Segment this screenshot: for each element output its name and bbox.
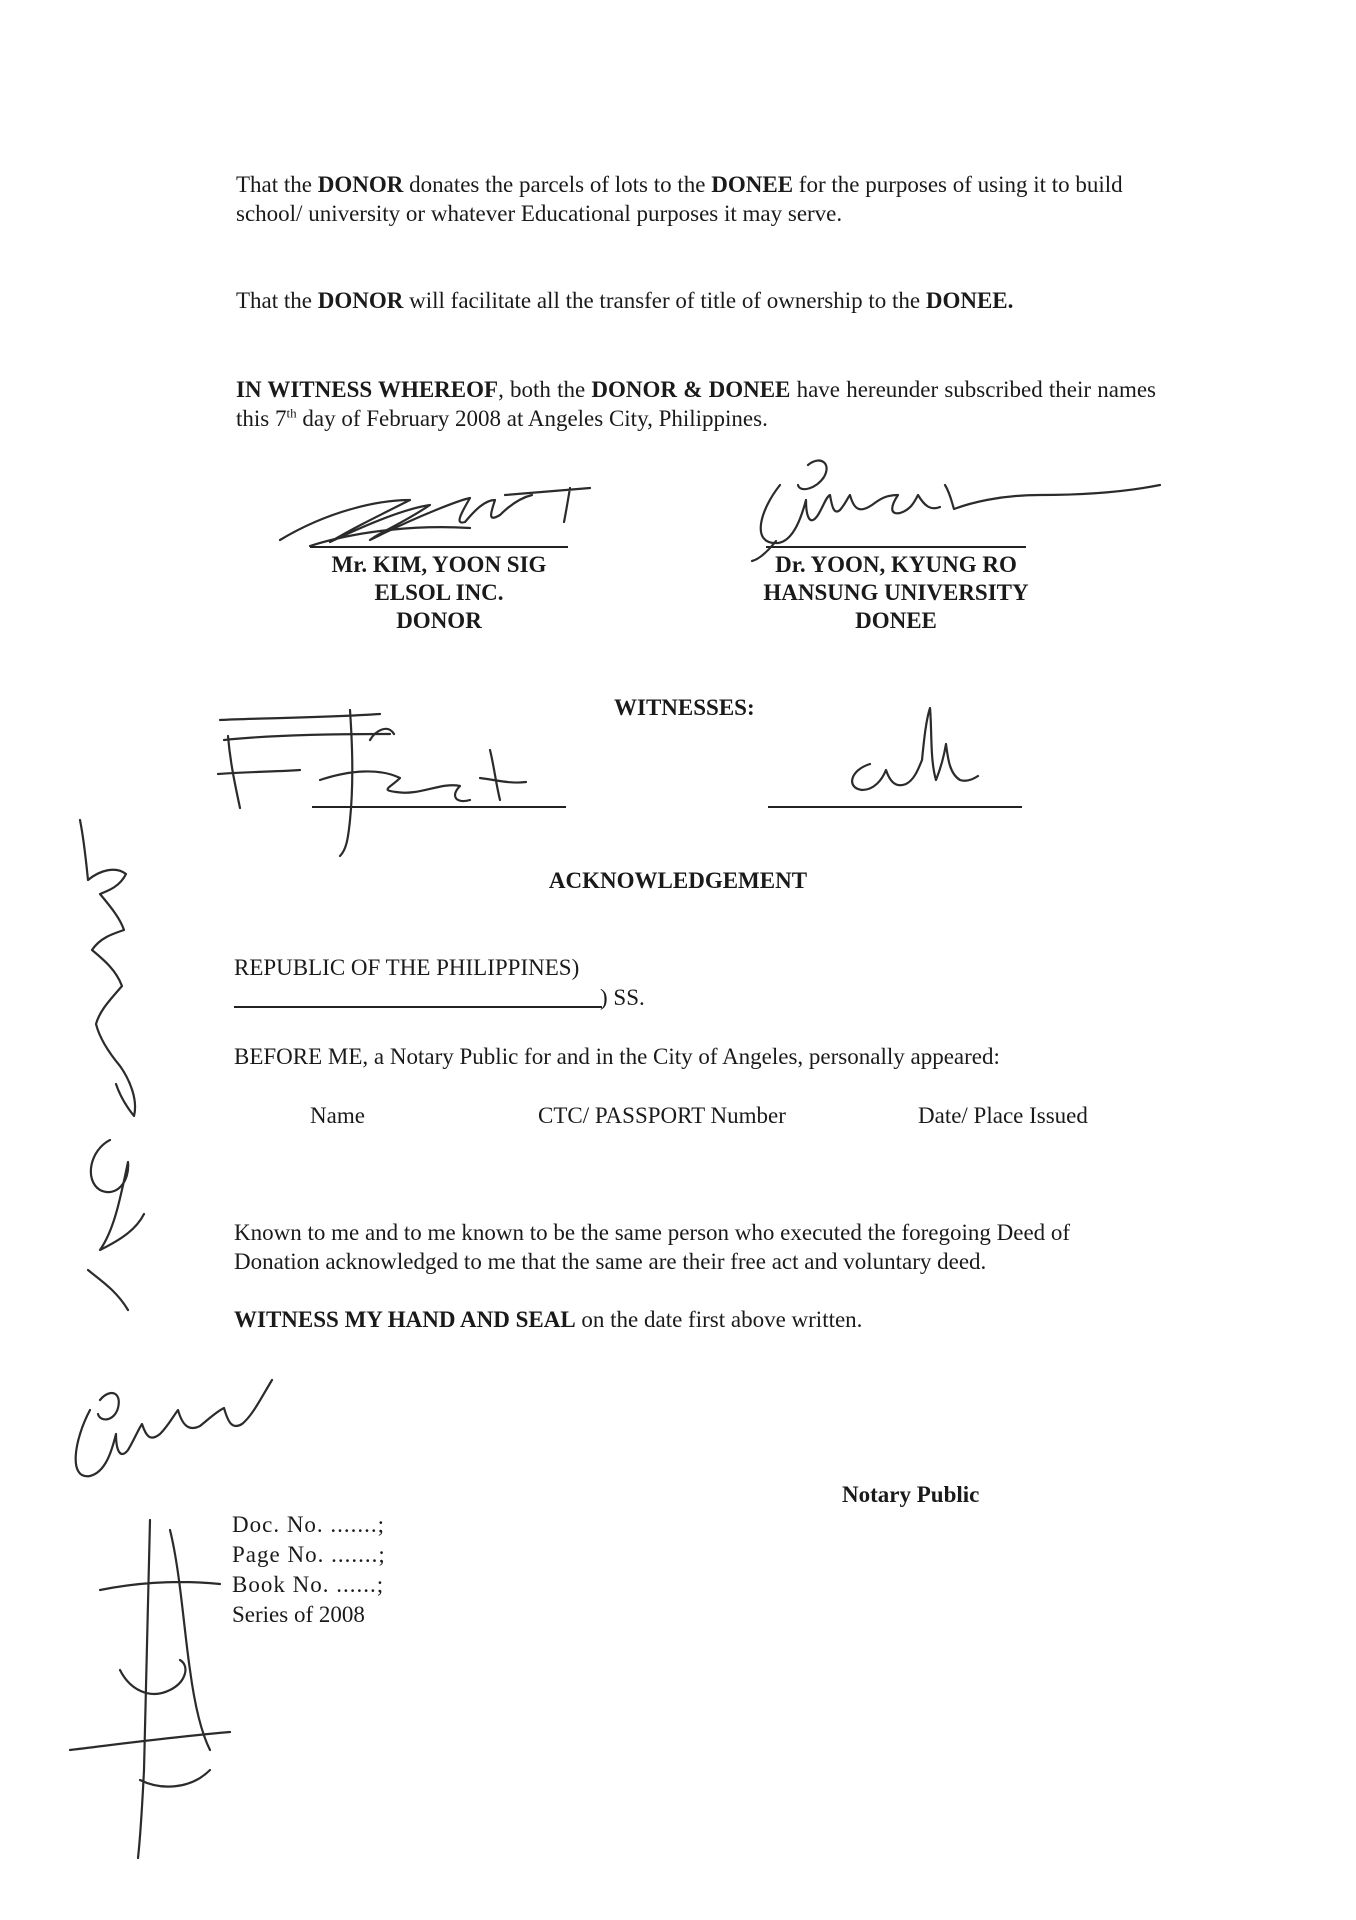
witness-2-signature — [840, 700, 980, 800]
witnesses-label: WITNESSES: — [614, 695, 755, 720]
before-me-statement: BEFORE ME, a Notary Public for and in the City of Angeles, personally appeared: — [234, 1044, 1000, 1069]
donor-term: DONOR — [317, 288, 404, 313]
donor-role: DONOR — [396, 608, 482, 633]
known-to-me-statement: Known to me and to me known to be the same person who executed the foregoing Deed of Donation acknowledged to me that the same are their free act and voluntary deed. — [234, 1220, 1071, 1274]
donor-organization: ELSOL INC. — [374, 580, 504, 605]
donor-donee-term: DONOR & DONEE — [591, 377, 791, 402]
donee-name: Dr. YOON, KYUNG RO — [775, 552, 1017, 577]
paragraph-in-witness-whereof: IN WITNESS WHEREOF, both the DONOR & DONEE have hereunder subscribed their names this 7th day of February 2008 at Angeles City, Philippines. — [236, 377, 1157, 431]
book-no: Book No. ......; — [232, 1572, 385, 1597]
donee-term: DONEE — [711, 172, 794, 197]
republic-line: REPUBLIC OF THE PHILIPPINES) — [234, 955, 580, 980]
page-no: Page No. .......; — [232, 1542, 386, 1567]
donee-organization: HANSUNG UNIVERSITY — [763, 580, 1029, 605]
donor-signature — [270, 470, 610, 560]
series-year: Series of 2008 — [232, 1602, 365, 1627]
witness-1-signature — [200, 700, 540, 860]
donor-signature-block — [300, 551, 578, 635]
donee-role: DONEE — [855, 608, 937, 633]
ss-blank-line — [234, 1006, 602, 1008]
donor-name: Mr. KIM, YOON SIG — [331, 552, 547, 577]
witness-2-signature-line — [768, 806, 1022, 808]
donor-term: DONOR — [317, 172, 404, 197]
doc-no: Doc. No. .......; — [232, 1512, 386, 1537]
margin-signature-upper — [60, 810, 150, 1330]
notary-public-label: Notary Public — [842, 1482, 980, 1507]
column-header-name: Name — [310, 1103, 365, 1128]
column-header-date-place: Date/ Place Issued — [918, 1103, 1088, 1128]
paragraph-transfer-of-title: That the DONOR will facilitate all the transfer of title of ownership to the DONEE. — [236, 288, 1014, 313]
margin-signature-lower — [60, 1370, 360, 1860]
paragraph-donation-purpose: That the DONOR donates the parcels of lots to the DONEE for the purposes of using it to build school/ university or whatever Educational purposes it may serve. — [236, 172, 1123, 226]
donee-signature — [740, 455, 1180, 565]
column-header-ctc-passport: CTC/ PASSPORT Number — [538, 1103, 786, 1128]
acknowledgement-heading: ACKNOWLEDGEMENT — [548, 868, 808, 893]
donee-term: DONEE. — [925, 288, 1014, 313]
in-witness-whereof-term: IN WITNESS WHEREOF — [236, 377, 499, 402]
ss-label: ) SS. — [600, 985, 645, 1010]
witness-hand-and-seal: WITNESS MY HAND AND SEAL on the date first above written. — [234, 1307, 863, 1332]
